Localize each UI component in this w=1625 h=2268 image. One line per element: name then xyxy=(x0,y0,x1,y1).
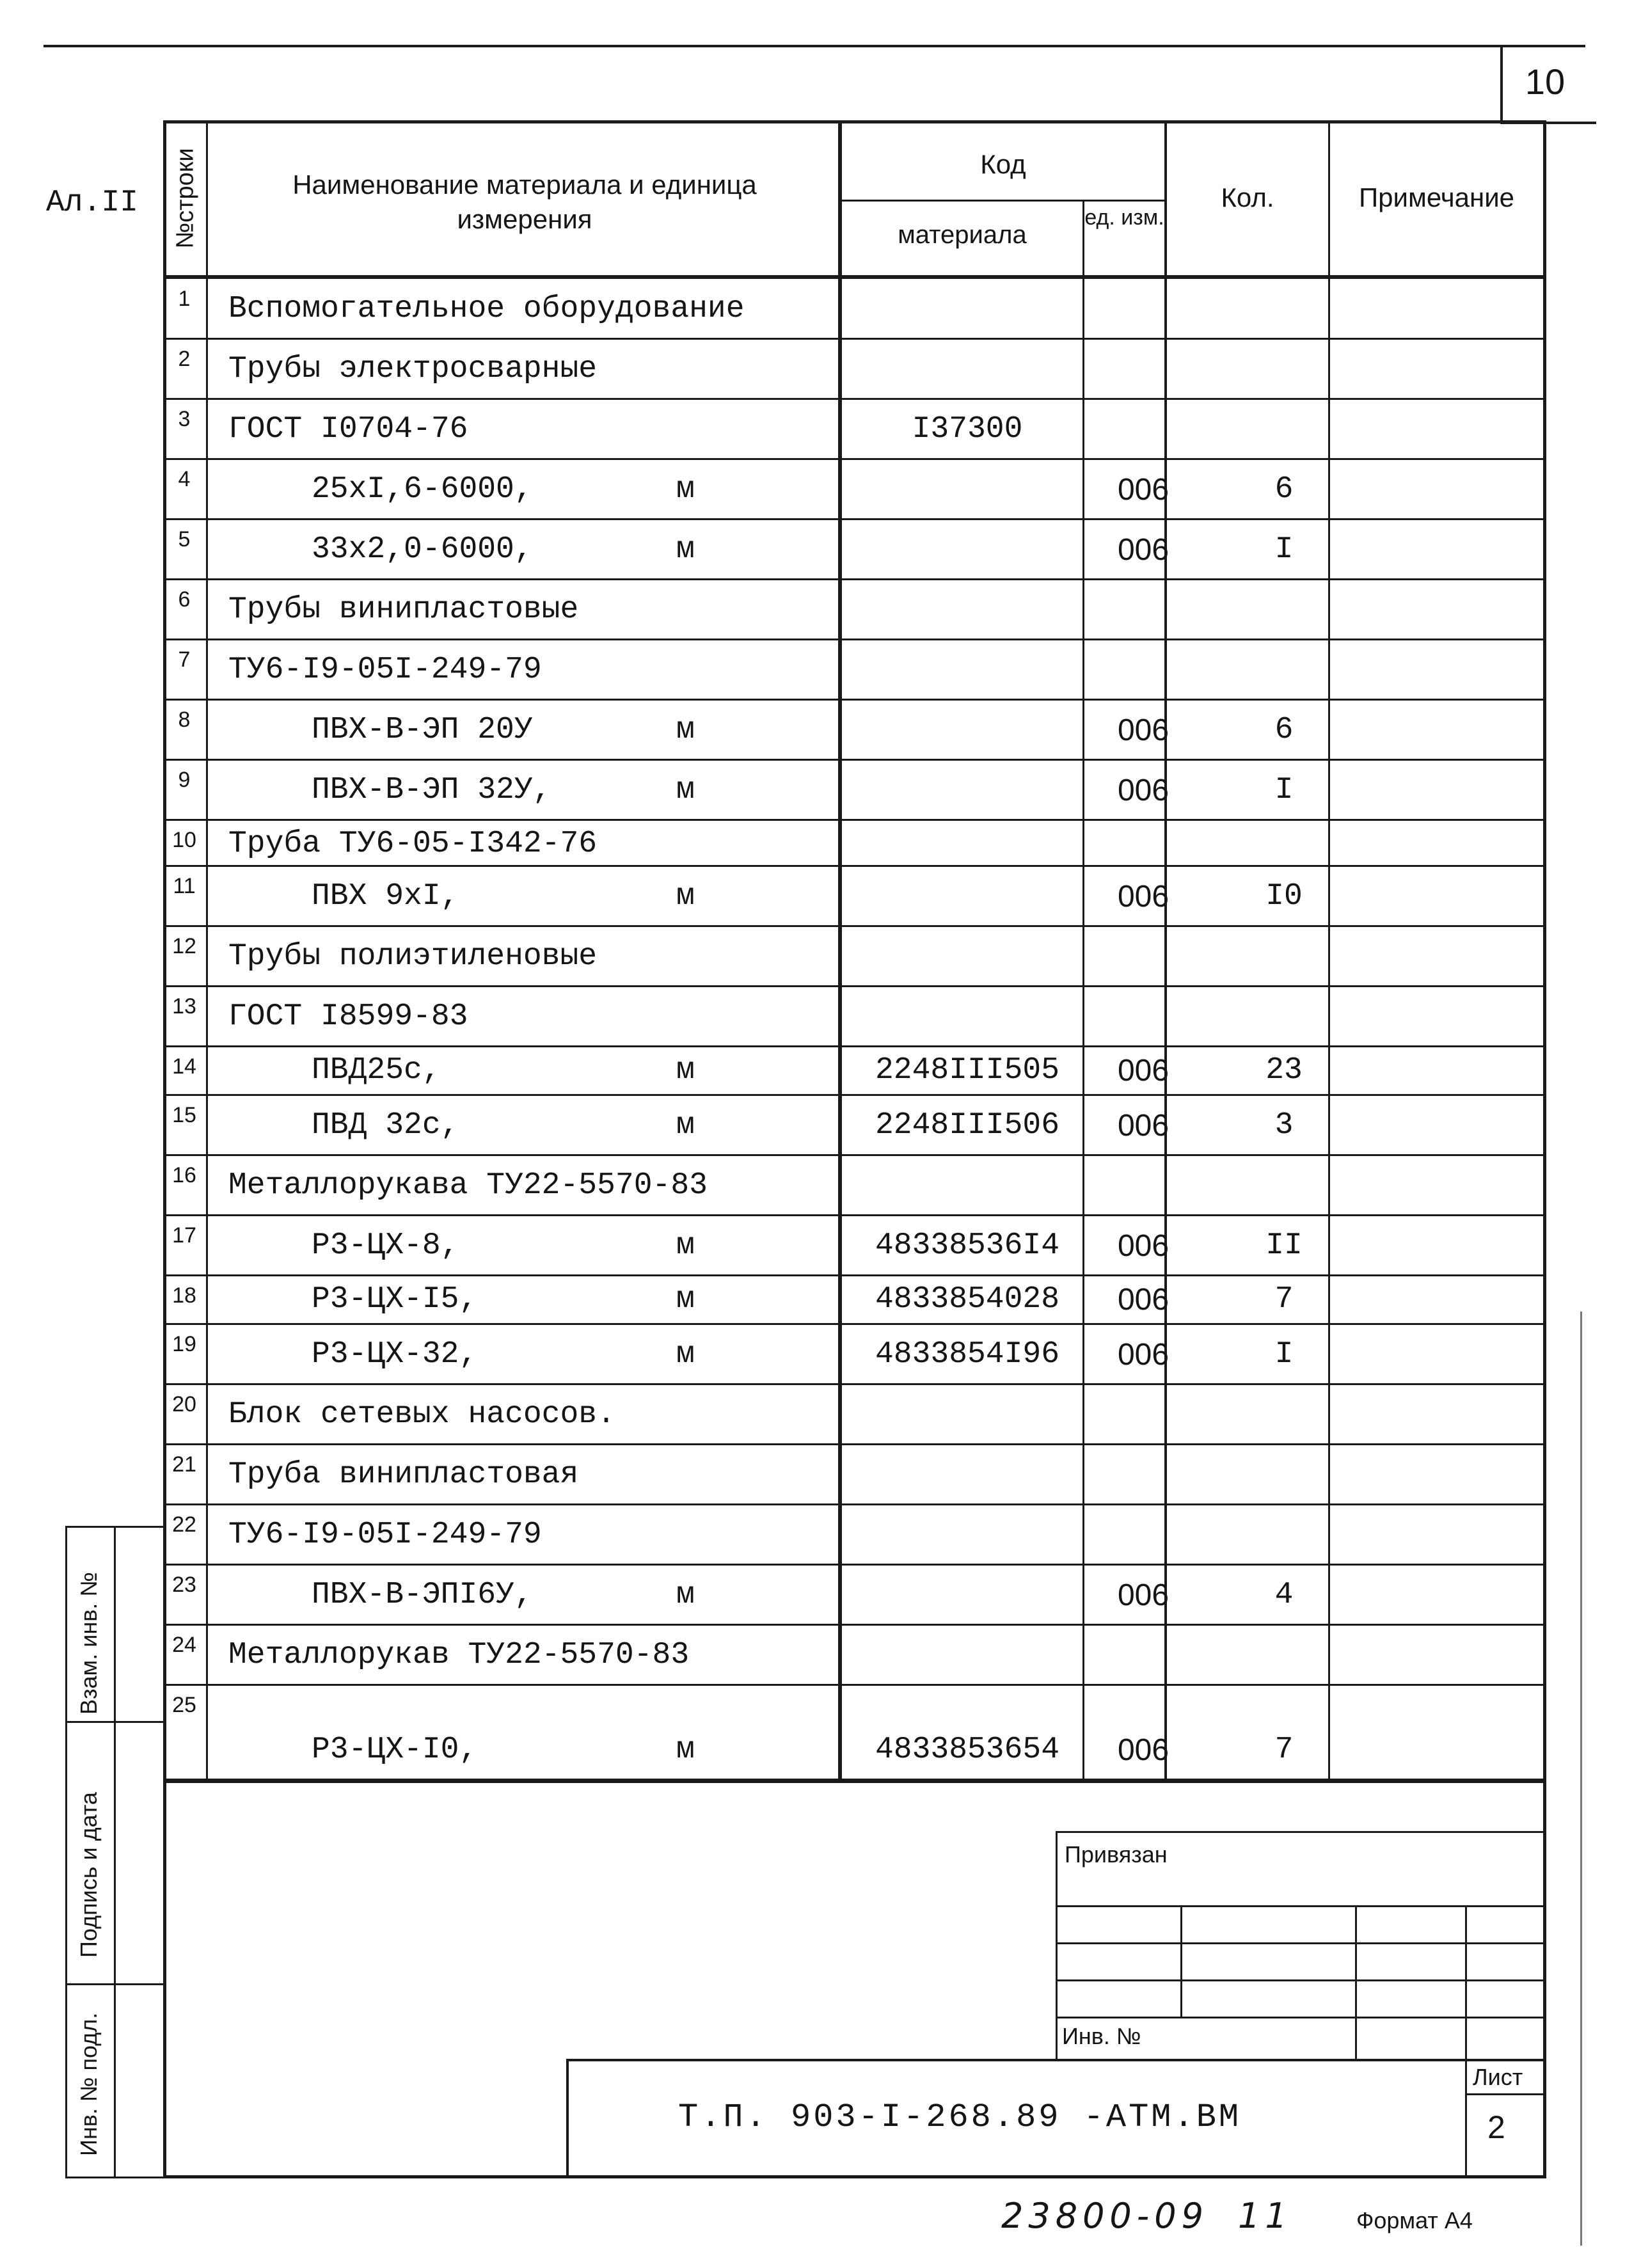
row-number: 7 xyxy=(178,647,191,672)
row-number: 8 xyxy=(178,708,191,732)
material-code: 2248III505 xyxy=(875,1053,1060,1088)
quantity: 6 xyxy=(1274,713,1294,747)
table-row xyxy=(164,339,1546,399)
unit-code: 006 xyxy=(1117,1338,1169,1372)
privyazan-row-2 xyxy=(1056,1942,1546,1944)
material-code: 4833854028 xyxy=(875,1282,1060,1317)
material-name: ПВХ-В-ЭПI6У, xyxy=(312,1578,533,1612)
stamp-bottom-border xyxy=(65,2177,164,2178)
frame-left-bottom xyxy=(163,1780,166,2177)
measure-unit: м xyxy=(676,472,695,507)
row-number: 23 xyxy=(172,1573,196,1597)
table-row xyxy=(164,399,1546,459)
measure-unit: м xyxy=(676,1578,695,1612)
table-row xyxy=(164,926,1546,987)
material-name: Трубы винипластовые xyxy=(228,592,579,627)
material-name: Р3-ЦХ-I0, xyxy=(312,1733,478,1767)
unit-code: 006 xyxy=(1117,1578,1169,1612)
name-header: Наименование материала и единица измерения xyxy=(292,170,757,234)
row-number: 9 xyxy=(178,768,191,792)
format-label: Формат А4 xyxy=(1356,2207,1473,2233)
unit-code: 006 xyxy=(1117,1109,1169,1143)
list-value: 2 xyxy=(1487,2109,1505,2145)
unit-code: 006 xyxy=(1117,880,1169,914)
quantity: 4 xyxy=(1274,1578,1294,1612)
row-number: 4 xyxy=(178,467,191,491)
table-row xyxy=(164,580,1546,640)
row-number: 11 xyxy=(173,874,196,898)
table-row xyxy=(164,1565,1546,1625)
row-number: 13 xyxy=(172,994,196,1019)
table-row xyxy=(164,820,1546,866)
quantity: 23 xyxy=(1265,1053,1303,1088)
doc-code-top xyxy=(566,2059,1546,2061)
inv-no-label: Инв. № xyxy=(1062,2023,1141,2049)
table-bottom-border xyxy=(163,1780,1546,1783)
material-name: Р3-ЦХ-32, xyxy=(312,1337,478,1372)
table-row xyxy=(164,1216,1546,1276)
material-name: Металлорукава ТУ22-5570-83 xyxy=(228,1168,708,1203)
table-row xyxy=(164,987,1546,1047)
row-number: 24 xyxy=(172,1633,196,1657)
note-header: Примечание xyxy=(1358,182,1515,212)
table-row xyxy=(164,1445,1546,1505)
row-number: 20 xyxy=(172,1392,196,1416)
row-number: 16 xyxy=(172,1163,196,1187)
table-row xyxy=(164,1047,1546,1095)
row-number: 5 xyxy=(178,527,191,551)
table-row xyxy=(164,1685,1546,1780)
table-row xyxy=(164,1155,1546,1216)
quantity: I xyxy=(1274,1337,1294,1372)
material-name: ПВД 32с, xyxy=(312,1108,459,1143)
row-number: 18 xyxy=(172,1283,196,1308)
material-code: 4833853654 xyxy=(875,1733,1060,1767)
row-number: 19 xyxy=(172,1332,196,1356)
table-row xyxy=(164,640,1546,700)
quantity: 6 xyxy=(1274,472,1294,507)
material-code: 4833854I96 xyxy=(875,1337,1060,1372)
quantity: I xyxy=(1274,773,1294,807)
right-trim-line xyxy=(1580,1312,1582,2246)
handwritten-archive-number: 23800-09 xyxy=(1001,2196,1209,2236)
privyazan-col-1 xyxy=(1180,1905,1182,2017)
stamp-top-border xyxy=(65,1526,164,1528)
row-number: 1 xyxy=(178,287,191,311)
material-name: ПВХ-В-ЭП 32У, xyxy=(312,773,551,807)
table-row xyxy=(164,279,1546,339)
table-row xyxy=(164,760,1546,820)
material-code: 48338536I4 xyxy=(875,1228,1060,1263)
table-row xyxy=(164,459,1546,519)
frame-bottom xyxy=(163,2175,1546,2178)
doc-code: Т.П. 903-I-268.89 -АТМ.ВМ xyxy=(678,2098,1242,2136)
sheet-number: 10 xyxy=(1525,61,1566,102)
quantity: I0 xyxy=(1265,879,1303,914)
frame-right-bottom xyxy=(1543,1780,1546,2177)
table-top-border xyxy=(163,120,1546,123)
unit-code: 006 xyxy=(1117,1283,1169,1317)
material-code: I37300 xyxy=(912,412,1023,447)
table-row xyxy=(164,1384,1546,1445)
measure-unit: м xyxy=(676,773,695,807)
privyazan-top xyxy=(1056,1831,1546,1833)
row-number: 21 xyxy=(172,1452,196,1477)
material-name: Трубы полиэтиленовые xyxy=(228,939,598,974)
material-name: Труба ТУ6-05-I342-76 xyxy=(228,827,598,861)
row-number: 22 xyxy=(172,1512,196,1537)
code-unit-header: ед. изм. xyxy=(1084,205,1164,230)
material-name: ГОСТ I0704-76 xyxy=(228,412,468,447)
row-number: 2 xyxy=(178,347,191,371)
row-number: 25 xyxy=(172,1693,196,1717)
row-number: 15 xyxy=(172,1103,196,1127)
material-name: Вспомогательное оборудование xyxy=(228,292,745,326)
privyazan-label: Привязан xyxy=(1065,1841,1168,1868)
table-row xyxy=(164,1095,1546,1155)
row-number: 6 xyxy=(178,587,191,612)
material-name: Р3-ЦХ-8, xyxy=(312,1228,459,1263)
material-name: 25хI,6-6000, xyxy=(312,472,533,507)
handwritten-sheet: 11 xyxy=(1238,2196,1292,2236)
unit-code: 006 xyxy=(1117,1733,1169,1767)
measure-unit: м xyxy=(676,1282,695,1317)
material-name: 33х2,0-6000, xyxy=(312,532,533,567)
measure-unit: м xyxy=(676,532,695,567)
quantity: I xyxy=(1274,532,1294,567)
stamp-mid-border xyxy=(114,1526,116,2178)
code-header: Код xyxy=(980,149,1026,179)
privyazan-left xyxy=(1056,1831,1058,2061)
code-subheader-line xyxy=(839,200,1166,202)
list-label: Лист xyxy=(1473,2064,1523,2090)
material-name: Металлорукав ТУ22-5570-83 xyxy=(228,1638,690,1672)
stamp-divider-1 xyxy=(65,1721,164,1723)
table-row xyxy=(164,1324,1546,1384)
measure-unit: м xyxy=(676,1228,695,1263)
privyazan-col-3 xyxy=(1465,1905,1467,2177)
row-number: 3 xyxy=(178,407,191,431)
row-number: 12 xyxy=(172,934,196,958)
list-divider xyxy=(1465,2093,1546,2095)
row-number-header: №строки xyxy=(171,148,199,249)
privyazan-row-4 xyxy=(1056,2017,1546,2018)
measure-unit: м xyxy=(676,1733,695,1767)
table-row xyxy=(164,1505,1546,1565)
sheet-number-box-left xyxy=(1500,46,1503,123)
measure-unit: м xyxy=(676,879,695,914)
quantity: II xyxy=(1265,1228,1303,1263)
material-code: 2248III506 xyxy=(875,1108,1060,1143)
unit-code: 006 xyxy=(1117,1054,1169,1088)
material-name: ТУ6-I9-05I-249-79 xyxy=(228,1518,542,1552)
quantity: 7 xyxy=(1274,1733,1294,1767)
material-name: ГОСТ I8599-83 xyxy=(228,999,468,1034)
material-name: ПВД25с, xyxy=(312,1053,441,1088)
row-number: 14 xyxy=(172,1054,196,1079)
measure-unit: м xyxy=(676,1337,695,1372)
table-row xyxy=(164,1276,1546,1324)
privyazan-row-3 xyxy=(1056,1979,1546,1981)
table-row xyxy=(164,519,1546,580)
unit-code: 006 xyxy=(1117,533,1169,567)
album-label: Ал.II xyxy=(46,186,139,220)
table-row xyxy=(164,866,1546,926)
stamp-podpis-label: Подпись и дата xyxy=(75,1792,102,1958)
unit-code: 006 xyxy=(1117,773,1169,807)
privyazan-row-1 xyxy=(1056,1905,1546,1907)
measure-unit: м xyxy=(676,1108,695,1143)
measure-unit: м xyxy=(676,713,695,747)
measure-unit: м xyxy=(676,1053,695,1088)
material-name: Р3-ЦХ-I5, xyxy=(312,1282,478,1317)
material-name: Трубы электросварные xyxy=(228,352,598,386)
table-row xyxy=(164,1625,1546,1685)
quantity-header: Кол. xyxy=(1221,182,1274,212)
quantity: 7 xyxy=(1274,1282,1294,1317)
top-rule xyxy=(44,45,1585,47)
material-name: ПВХ-В-ЭП 20У xyxy=(312,713,533,747)
code-material-header: материала xyxy=(898,221,1027,249)
material-name: Труба винипластовая xyxy=(228,1457,579,1492)
stamp-inv-podl-label: Инв. № подл. xyxy=(75,2012,102,2156)
unit-code: 006 xyxy=(1117,1229,1169,1263)
stamp-vzam-label: Взам. инв. № xyxy=(75,1571,102,1715)
material-name: ТУ6-I9-05I-249-79 xyxy=(228,653,542,687)
material-name: ПВХ 9хI, xyxy=(312,879,459,914)
table-row xyxy=(164,700,1546,760)
row-number: 10 xyxy=(172,828,196,852)
quantity: 3 xyxy=(1274,1108,1294,1143)
doc-code-left xyxy=(566,2059,569,2177)
unit-code: 006 xyxy=(1117,713,1169,747)
privyazan-col-2 xyxy=(1355,1905,1357,2061)
material-name: Блок сетевых насосов. xyxy=(228,1397,615,1432)
row-number: 17 xyxy=(172,1223,196,1248)
stamp-divider-2 xyxy=(65,1983,164,1985)
stamp-left-border xyxy=(65,1526,67,2178)
unit-code: 006 xyxy=(1117,473,1169,507)
